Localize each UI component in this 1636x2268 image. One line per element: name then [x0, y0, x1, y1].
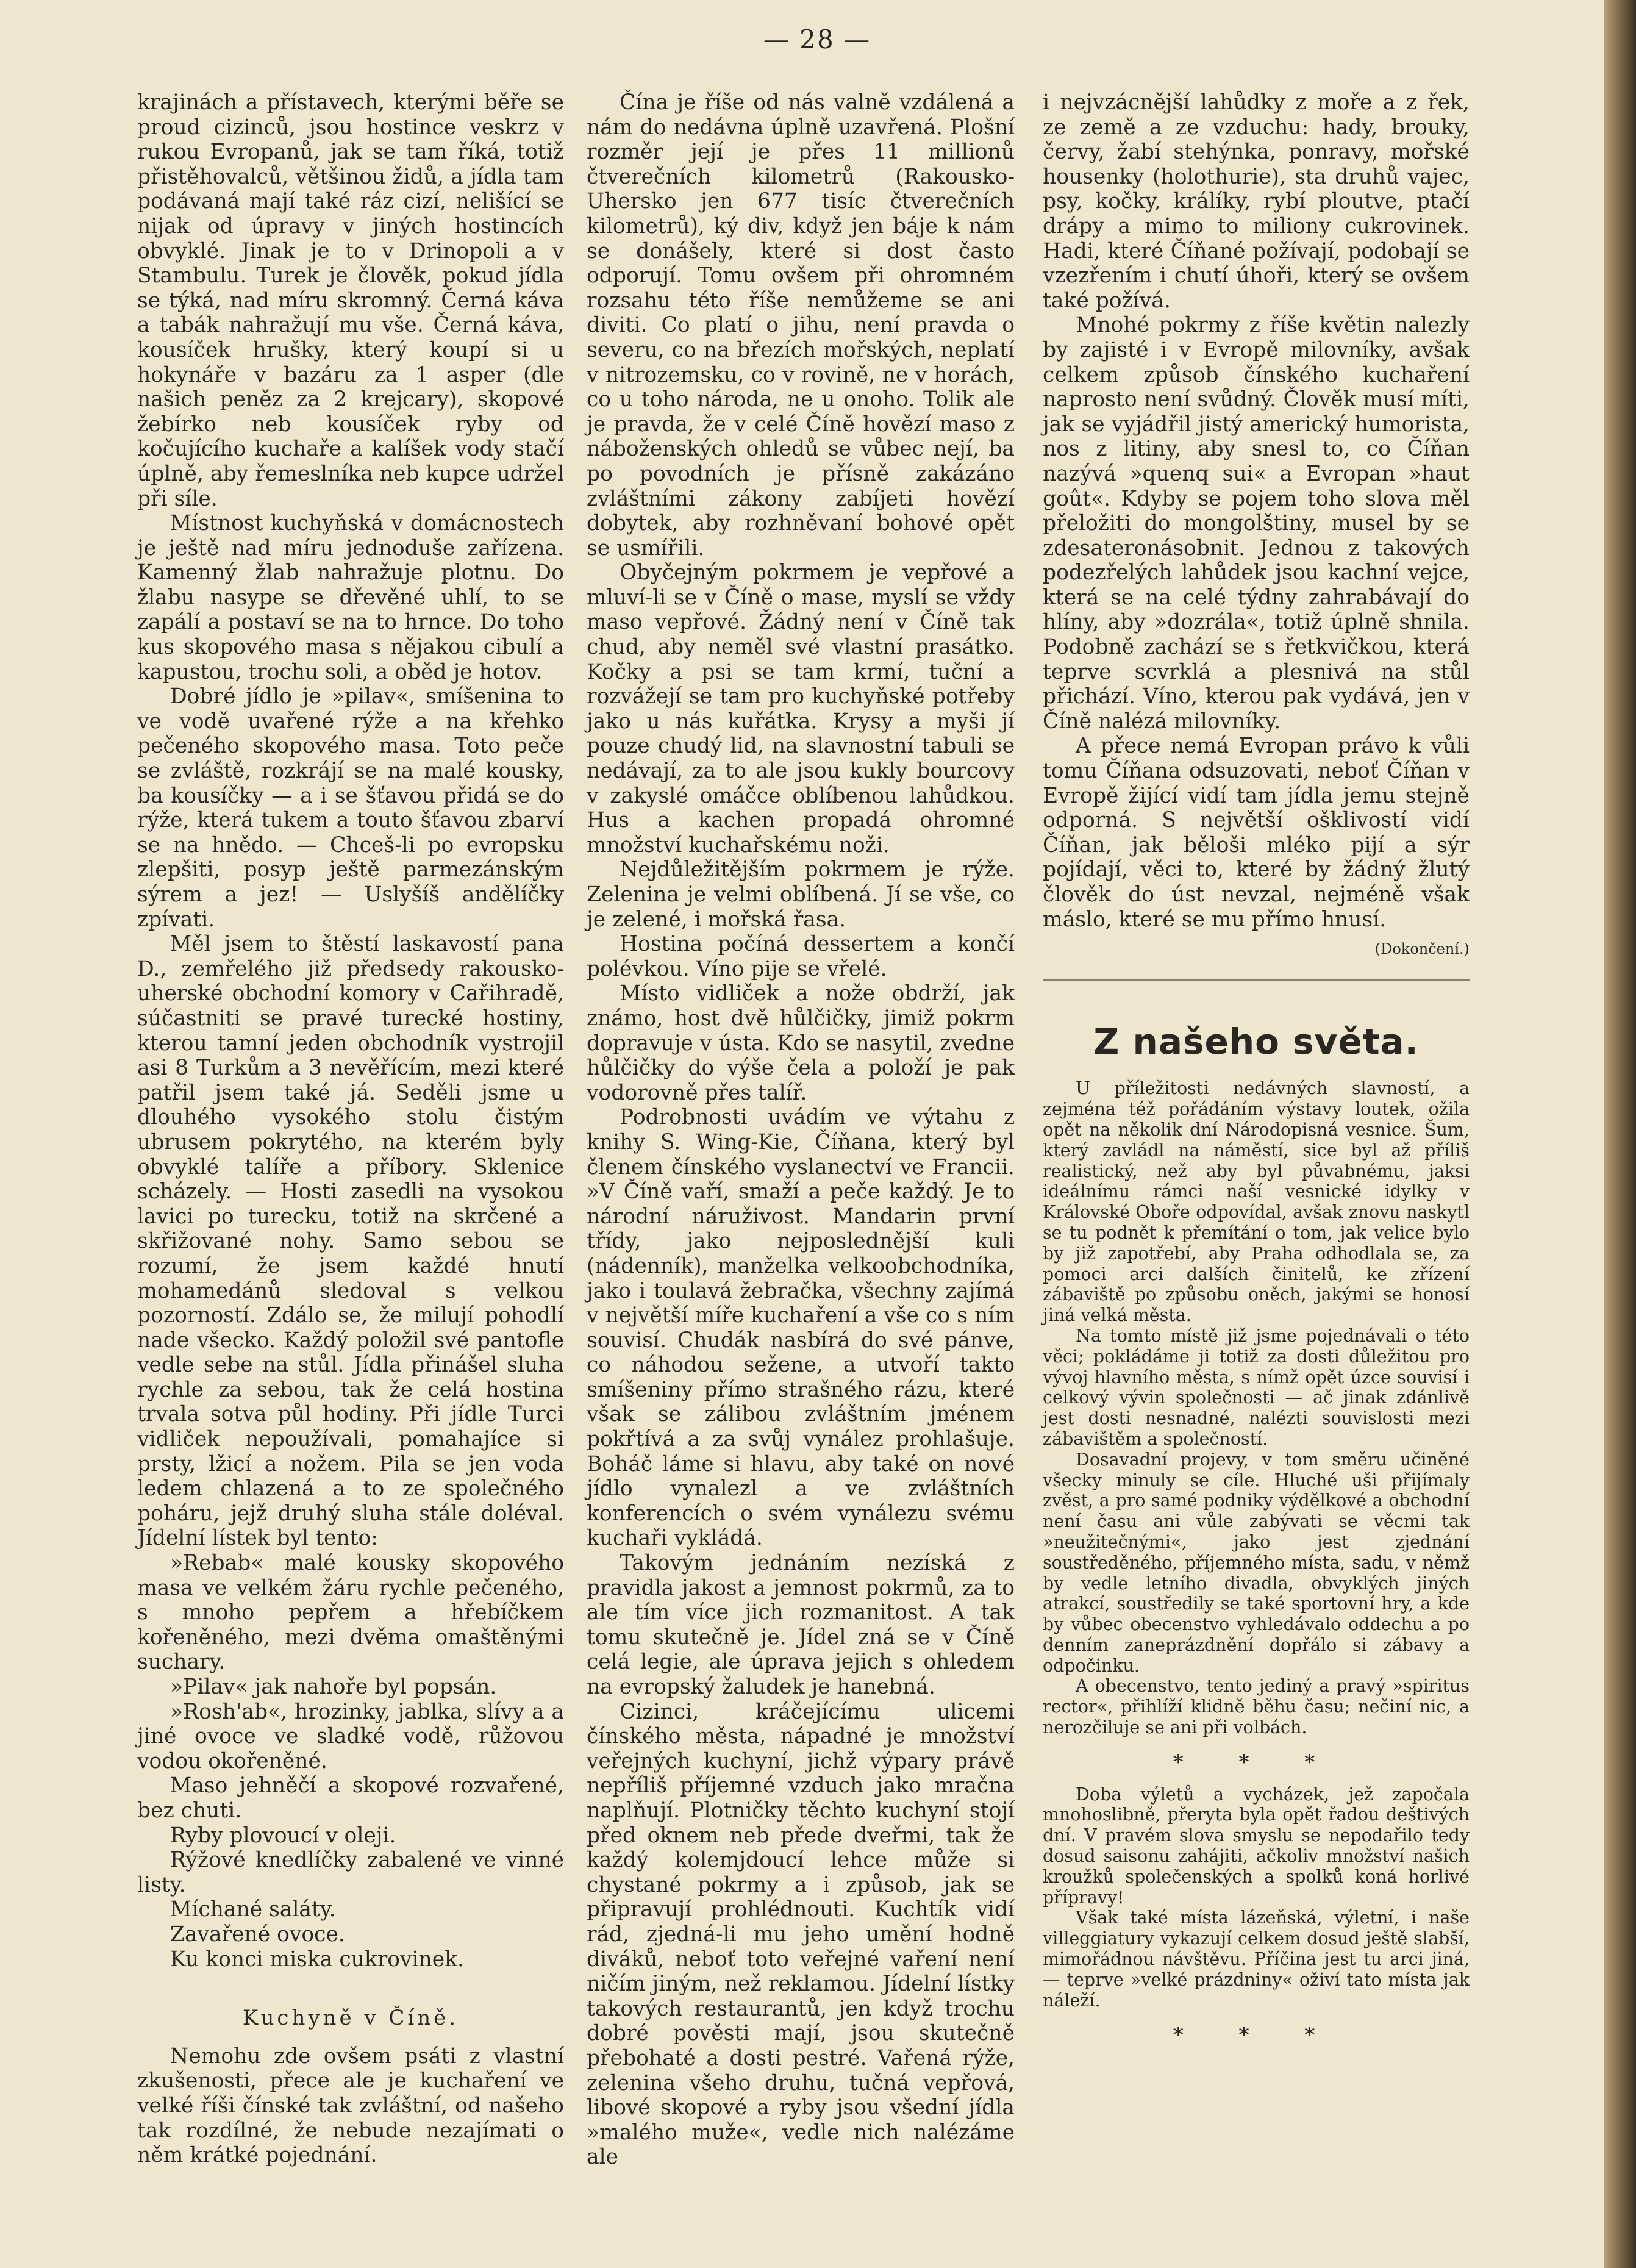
paragraph: krajinách a přístavech, kterými běře se proud cizinců, jsou hostince veskrz v rukou Evropanů, jak se tam říká, totiž přistěhovalců, většinou židů, a jídla tam podávaná mají také ráz cizí, nelišící se nijak od úpravy v jiných hostincích obvyklé. Jinak je to v Drinopoli a v Stambulu. Turek je člověk, pokud jídla se týká, nad míru skromný. Černá káva a tabák nahražují mu vše. Černá káva, kousíček hrušky, který koupí si u hokynáře v bazáru za 1 asper (dle našich peněz za 2 krejcary), skopové žebírko neb kousíček ryby od kočujícího kuchaře a kalíšek vody stačí úplně, aby řemeslníka neb kupce udržel při síle. [137, 90, 564, 511]
asterism-divider: * * * [1173, 1750, 1340, 1775]
news-paragraph: Dosavadní projevy, v tom směru učiněné všecky minuly se cíle. Hluché uši přijímaly zvěst, a pro samé podniky výdělkové a obchodní není času ani vůle zabývati se věcmi tak »neužitečnými«, jako jest zjednání soustředěného, příjemného místa, sadu, v němž by vedle letního divadla, obvyklých jiných atrakcí, soustředily se také sportovní hry, a kde by vůbec obecenstvo vyhledávalo oddechu a po denním zaneprázdnění dopřálo si zábavy a odpočinku. [1043, 1449, 1470, 1676]
paragraph: Mnohé pokrmy z říše květin nalezly by zajisté i v Evropě milovníky, avšak celkem způsob čínského kuchaření naprosto není svůdný. Člověk musí míti, jak se vyjádřil jistý americký humorista, nos z litiny, aby snesl to, co Číňan nazývá »quenq sui« a Evropan »haut goût«. Kdyby se pojem toho slova měl přeložiti do mongolštiny, musel by se zdesateronásobnit. Jednou z takových podezřelých lahůdek jsou kachní vejce, která se na celé týdny zahrabávají do hlíny, aby »dozrála«, totiž úplně shnila. Podobně zachází se s řetkvičkou, která teprve scvrklá a plesnivá na stůl přichází. Víno, kterou pak vydává, jen v Číně nalézá milovníky. [1043, 313, 1470, 734]
column-left [137, 90, 564, 2168]
menu-item: Ku konci miska cukrovinek. [170, 1947, 465, 1972]
menu-item: Ryby plovoucí v oleji. [170, 1823, 396, 1848]
menu-item: »Rebab« malé kousky skopového masa ve velkém žáru rychle pečeného, s mnoho pepřem a hřebíčkem kořeněného, mezi dvěma omaštěnými suchary. [137, 1551, 564, 1675]
book-spine-edge [1604, 0, 1636, 2268]
paragraph: A přece nemá Evropan právo k vůli tomu Číňana odsuzovati, neboť Číňan v Evropě žijící vidí tam jídla jemu stejně odporná. S největší ošklivostí vidí Číňan, jak běloši mléko pijí a sýr pojídají, věci to, které by žádný žlutý člověk do úst nevzal, nejméně však máslo, které se mu přímo hnusí. [1043, 734, 1470, 932]
paragraph: Hostina počíná dessertem a končí polévkou. Víno pije se vřelé. [587, 932, 1015, 981]
menu-item: Míchané saláty. [170, 1897, 336, 1922]
news-paragraph: A obecenstvo, tento jediný a pravý »spiritus rector«, přihlíží klidně běhu času; nečiní nic, a nerozčiluje se ani při volbách. [1043, 1676, 1470, 1738]
column-right [1043, 90, 1470, 2057]
news-paragraph: Na tomto místě již jsme pojednávali o této věci; pokládáme ji totiž za dosti důležitou pro vývoj hlavního města, s nímž opět úzce souvisí i celkový vývin společnosti — ač jinak zdánlivě jest dosti nesnadné, nalézti souvislosti mezi zábavištěm a společností. [1043, 1325, 1470, 1449]
paragraph: Nejdůležitějším pokrmem je rýže. Zelenina je velmi oblíbená. Jí se vše, co je zelené, i mořská řasa. [587, 857, 1015, 932]
section-subheading: Kuchyně v Číně. [242, 2006, 459, 2031]
menu-item: Maso jehněčí a skopové rozvařené, bez chuti. [137, 1773, 564, 1823]
paragraph: Čína je říše od nás valně vzdálená a nám do nedávna úplně uzavřená. Plošní rozměr její je přes 11 millionů čtverečních kilometrů (Rakousko-Uhersko jen 677 tisíc čtverečních kilometrů), ký div, když jen báje k nám se donášely, které si dost často odporují. Tomu ovšem při ohromném rozsahu této říše nemůžeme se ani diviti. Co platí o jihu, není pravda o severu, co na březích mořských, neplatí v nitrozemsku, co v rovině, ne v horách, co u toho národa, ne u onoho. Tolik ale je pravda, že v celé Číně hovězí maso z náboženských ohledů se vůbec nejí, ba po povodních je přísně zakázáno zvláštními zákony zabíjeti hovězí dobytek, aby rozhněvaní bohové opět se usmířili. [587, 90, 1015, 560]
news-paragraph: U příležitosti nedávných slavností, a zejména též pořádáním výstavy loutek, ožila opět na několik dní Národopisná vesnice. Šum, který zavládl na náměstí, sice byl až příliš realistický, než aby byl půvabnému, jaksi ideálnímu rámci naší vesnické idylky v Královské Oboře odpovídal, avšak znovu naskytl se tu podnět k přemítání o tom, jak velice bylo by již zapotřebí, aby Praha odhodlala se, za pomoci arci dalších činitelů, ke zřízení zábaviště po způsobu oněch, jakými se honosí jiná velká města. [1043, 1078, 1470, 1326]
paragraph: Podrobnosti uvádím ve výtahu z knihy S. Wing-Kie, Číňana, který byl členem čínského vyslanectví ve Francii. »V Číně vaří, smaží a peče každý. Je to národní náruživost. Mandarin první třídy, jako nejposlednější kuli (nádenník), manželka velkoobchodníka, jako i toulavá žebračka, všechny zajímá v největší míře kuchaření a vše co s ním souvisí. Chudák nasbírá do své pánve, co náhodou sežene, a utvoří takto smíšeniny přímo strašného rázu, které však se zálibou zvláštním jménem pokřtívá a za svůj vynález prohlašuje. Boháč láme si hlavu, aby také on nové jídlo vynalezl a ve zvláštních konferencích o svém vynálezu svému kuchaři vykládá. [587, 1105, 1015, 1551]
asterism-divider: * * * [1173, 2023, 1340, 2048]
paragraph: Měl jsem to štěstí laskavostí pana D., zemřelého již předsedy rakousko-uherské obchodní komory v Cařihradě, súčastniti se pravé turecké hostiny, kterou tamní jeden obchodník vystrojil asi 8 Turkům a 3 nevěřícím, mezi které patřil jsem také já. Seděli jsme u dlouhého vysokého stolu čistým ubrusem pokrytého, na kterém byly obvyklé talíře a příbory. Sklenice scházely. — Hosti zasedli na vysokou lavici po turecku, totiž na skrčené a skřižované nohy. Samo sebou se rozumí, že jsem každé hnutí mohamedánů sledoval s velkou pozorností. Zdálo se, že milují pohodlí nade všecko. Každý položil své pantofle vedle sebe na stůl. Jídla přinášel sluha rychle za sebou, tak že celá hostina trvala sotva půl hodiny. Při jídle Turci vidliček nepoužívali, pomahajíce si prsty, lžicí a nožem. Pila se jen voda ledem chlazená a to ze společného poháru, jejž druhý sluha stále doléval. Jídelní lístek byl tento: [137, 932, 564, 1551]
paragraph: Obyčejným pokrmem je vepřové a mluví-li se v Číně o mase, myslí se vždy maso vepřové. Žádný není v Číně tak chud, aby neměl své vlastní prasátko. Kočky a psi se tam krmí, tuční a rozvážejí se tam pro kuchyňské potřeby jako u nás kuřátka. Krysy a myši jí pouze chudý lid, na slavnostní tabuli se nedávají, za to ale jsou kukly bourcovy v zakyslé omáčce oblíbenou lahůdkou. Hus a kachen propadá ohromné množství kuchařskému noži. [587, 560, 1015, 857]
section-divider [1043, 979, 1470, 981]
menu-item: Zavařené ovoce. [170, 1922, 345, 1947]
news-section [1043, 1078, 1470, 2046]
menu-item: »Pilav« jak nahoře byl popsán. [170, 1675, 497, 1699]
paragraph: Nemohu zde ovšem psáti z vlastní zkušenosti, přece ale je kuchaření ve velké říši čínské tak zvláštní, od našeho tak rozdílné, že nebude nezajímati o něm krátké pojednání. [137, 2044, 564, 2168]
menu-item: Rýžové knedlíčky zabalené ve vinné listy. [137, 1848, 564, 1897]
paragraph: Místo vidliček a nože obdrží, jak známo, host dvě hůlčičky, jimiž pokrm dopravuje v ústa. Kdo se nasytil, zvedne hůlčičky do výše čela a položí je pak vodorovně přes talíř. [587, 981, 1015, 1105]
news-paragraph: Však také místa lázeňská, výletní, i naše villeggiatury vykazují celkem dosud ještě slabší, mimořádnou návštěvu. Příčina jest tu arci jiná, — teprve »velké prázdniny« oživí tato místa jak náleží. [1043, 1908, 1470, 2011]
paragraph: i nejvzácnější lahůdky z moře a z řek, ze země a ze vzduchu: hady, brouky, červy, žabí stehýnka, ponravy, mořské housenky (holothurie), sta druhů vajec, psy, kočky, králíky, rybí ploutve, ptačí drápy a mimo to miliony cukrovinek. Hadi, které Číňané požívají, podobají se vzezřením i chutí úhoři, který se ovšem také požívá. [1043, 90, 1470, 313]
paragraph: Takovým jednáním nezíská z pravidla jakost a jemnost pokrmů, za to ale tím více jich rozmanitost. A tak tomu skutečně je. Jídel zná se v Číně celá legie, ale úprava jejich s ohledem na evropský žaludek je hanebná. [587, 1551, 1015, 1699]
news-paragraph: Doba výletů a vycházek, jež započala mnohoslibně, přeryta byla opět řadou deštivých dní. V pravém slova smyslu se nepodařilo tedy dosud saisonu zahájiti, ačkoliv množství našich kroužků společenských a spolků koná horlivé přípravy! [1043, 1784, 1470, 1908]
paragraph: Dobré jídlo je »pilav«, smíšenina to ve vodě uvařené rýže a na křehko pečeného skopového masa. Toto peče se zvláště, rozkrájí se na malé kousky, ba kousíčky — a i se šťavou přidá se do rýže, která tukem a touto šťavou zbarví se na hnědo. — Chceš-li po evropsku zlepšiti, posyp ještě parmezánským sýrem a jez! — Uslyšíš andělíčky zpívati. [137, 684, 564, 932]
continued-note: (Dokončení.) [1374, 940, 1470, 958]
paragraph: Místnost kuchyňská v domácnostech je ještě nad míru jednoduše zařízena. Kamenný žlab nahražuje plotnu. Do žlabu nasype se dřevěné uhlí, to se zapálí a postaví se na to hrnce. Do toho kus skopového masa s nějakou cibulí a kapustou, trochu soli, a oběd je hotov. [137, 511, 564, 684]
section-heading: Z našeho světa. [1093, 1020, 1419, 1062]
page-number: — 28 — [763, 24, 871, 54]
menu-item: »Rosh'ab«, hrozinky, jablka, slívy a a jiné ovoce ve sladké vodě, růžovou vodou okořeněné. [137, 1699, 564, 1773]
column-middle [587, 90, 1015, 2170]
paragraph: Cizinci, kráčejícímu ulicemi čínského města, nápadné je množství veřejných kuchyní, jichž výpary právě nepříliš příjemné vzduch jako mračna naplňují. Plotničky těchto kuchyní stojí před oknem neb přede dveřmi, tak že každý kolemjdoucí lehce může si chystané pokrmy a i způsob, jak se připravují prohlédnouti. Kuchtík vidí rád, zjedná-li mu jeho umění hodně diváků, neboť toto veřejné vaření není ničím jiným, než reklamou. Jídelní lístky takových restaurantů, jen když trochu dobré pověsti mají, jsou skutečně přebohaté a dosti pestré. Vařená rýže, zelenina všeho druhu, tučná vepřová, libové skopové a ryby jsou všední jídla »malého muže«, vedle nich nalézáme ale [587, 1699, 1015, 2170]
